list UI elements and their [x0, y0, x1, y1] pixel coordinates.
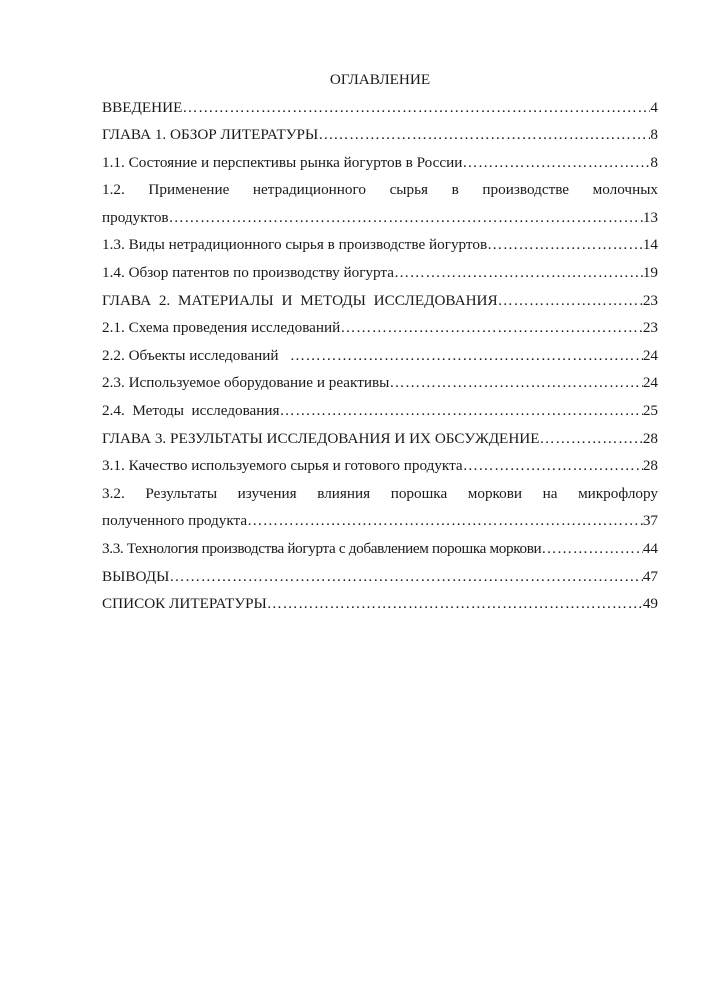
toc-entry-text: ВВЕДЕНИЕ [102, 98, 183, 116]
dot-leader [389, 369, 642, 397]
toc-entry-text: 2.2. Объекты исследований [102, 346, 290, 364]
toc-entry-conclusions[interactable] [102, 563, 658, 591]
toc-entry-2-4[interactable] [102, 397, 658, 425]
dot-leader [541, 535, 642, 563]
table-of-contents [102, 66, 658, 618]
dot-leader [169, 563, 642, 591]
dot-leader [463, 452, 643, 480]
toc-page-number: 37 [642, 512, 658, 530]
toc-entry-text: СПИСОК ЛИТЕРАТУРЫ [102, 595, 267, 613]
toc-entry-2-2[interactable] [102, 342, 658, 370]
toc-page-number: 4 [650, 98, 658, 116]
toc-entry-text: полученного продукта [102, 512, 248, 530]
toc-page-number: 8 [650, 153, 658, 171]
dot-leader [290, 342, 643, 370]
toc-page-number: 14 [642, 236, 658, 254]
dot-leader [394, 259, 643, 287]
toc-page-number: 24 [642, 374, 658, 392]
dot-leader [333, 121, 650, 149]
toc-entry-text: продуктов [102, 208, 169, 226]
toc-page-number: 8 [650, 126, 658, 144]
toc-entry-text: ГЛАВА 3. РЕЗУЛЬТАТЫ ИССЛЕДОВАНИЯ И ИХ ОБСУЖДЕНИЕ [102, 429, 540, 447]
toc-page-number: 47 [642, 567, 658, 585]
toc-entry-text: 1.3. Виды нетрадиционного сырья в производстве йогуртов [102, 236, 488, 254]
toc-entry-chapter-3[interactable] [102, 425, 658, 453]
toc-entry-text: ГЛАВА 2. МАТЕРИАЛЫ И МЕТОДЫ ИССЛЕДОВАНИЯ [102, 291, 498, 309]
toc-entry-text: 2.3. Используемое оборудование и реактивы [102, 374, 390, 392]
toc-entry-3-3[interactable] [102, 535, 658, 563]
toc-entry-text: ГЛАВА 1. ОБЗОР ЛИТЕРАТУРЫ… [102, 126, 334, 144]
dot-leader [267, 590, 643, 618]
toc-entry-text-line1: 1.2. Применение нетрадиционного сырья в производстве молочных [102, 181, 658, 199]
toc-entry-text: 1.4. Обзор патентов по производству йогурта [102, 264, 394, 282]
dot-leader [340, 314, 643, 342]
toc-page-number: 44 [642, 540, 658, 557]
toc-page-number: 13 [642, 208, 658, 226]
dot-leader [182, 94, 650, 122]
toc-entry-introduction[interactable] [102, 94, 658, 122]
toc-page-number: 24 [642, 346, 658, 364]
toc-entry-text: 2.4. Методы исследования [102, 402, 280, 420]
toc-entry-references[interactable] [102, 590, 658, 618]
toc-entry-text: 2.1. Схема проведения исследований [102, 319, 341, 337]
dot-leader [540, 425, 643, 453]
toc-page-number: 28 [642, 429, 658, 447]
toc-entry-1-4[interactable] [102, 259, 658, 287]
toc-entry-text: 3.3. Технология производства йогурта с добавлением порошка моркови [102, 540, 542, 557]
toc-entry-1-2[interactable] [102, 176, 658, 231]
dot-leader [498, 287, 643, 315]
toc-entry-1-3[interactable] [102, 231, 658, 259]
toc-entry-3-1[interactable] [102, 452, 658, 480]
toc-page-number: 23 [642, 319, 658, 337]
toc-entry-chapter-1[interactable] [102, 121, 658, 149]
toc-page-number: 19 [642, 264, 658, 282]
toc-entry-chapter-2[interactable] [102, 287, 658, 315]
toc-entry-text: 3.1. Качество используемого сырья и готового продукта [102, 457, 463, 475]
toc-entry-2-1[interactable] [102, 314, 658, 342]
dot-leader [280, 397, 643, 425]
toc-entry-text: ВЫВОДЫ [102, 567, 170, 585]
toc-page-number: 25 [642, 402, 658, 420]
toc-entry-3-2[interactable] [102, 480, 658, 535]
toc-entry-text: 1.1. Состояние и перспективы рынка йогуртов в России [102, 153, 463, 171]
toc-page-number: 28 [642, 457, 658, 475]
dot-leader [247, 507, 643, 535]
toc-page-number: 23 [642, 291, 658, 309]
dot-leader [462, 149, 650, 177]
toc-title: ОГЛАВЛЕНИЕ [329, 71, 431, 88]
toc-entry-text-line1: 3.2. Результаты изучения влияния порошка моркови на микрофлору [102, 484, 658, 502]
dot-leader [169, 204, 643, 232]
toc-page-number: 49 [642, 595, 658, 613]
toc-entry-1-1[interactable] [102, 149, 658, 177]
dot-leader [487, 231, 643, 259]
toc-entry-2-3[interactable] [102, 369, 658, 397]
